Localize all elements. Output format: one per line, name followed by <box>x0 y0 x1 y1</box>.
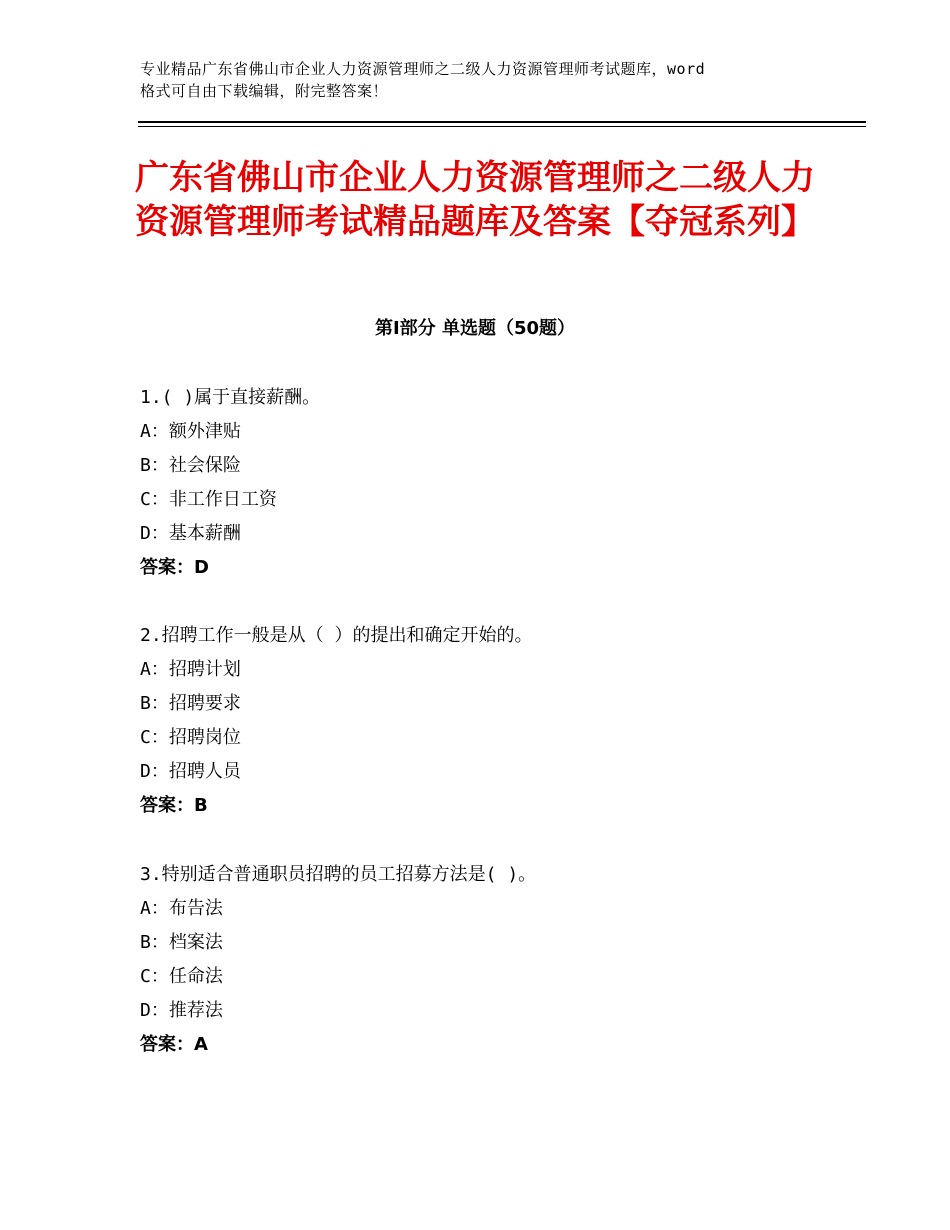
option-c: C：任命法 <box>140 966 223 987</box>
question-stem: 1.( )属于直接薪酬。 <box>140 387 321 408</box>
section-title: 第Ⅰ部分 单选题（50题） <box>374 318 575 339</box>
answer: 答案：D <box>140 557 209 578</box>
answer: 答案：B <box>140 795 208 816</box>
option-d: D：招聘人员 <box>140 761 241 782</box>
option-b: B：档案法 <box>140 932 223 953</box>
option-c: C：招聘岗位 <box>140 727 241 748</box>
option-d: D：基本薪酬 <box>140 523 241 544</box>
question-stem: 2.招聘工作一般是从（ ）的提出和确定开始的。 <box>140 625 533 646</box>
option-b: B：招聘要求 <box>140 693 241 714</box>
header-divider-thick <box>138 121 866 123</box>
option-a: A：招聘计划 <box>140 659 241 680</box>
question-stem: 3.特别适合普通职员招聘的员工招募方法是( )。 <box>140 864 537 885</box>
option-a: A：布告法 <box>140 898 223 919</box>
question-1 <box>140 385 860 589</box>
answer: 答案：A <box>140 1034 208 1055</box>
option-b: B：社会保险 <box>140 455 241 476</box>
question-3 <box>140 862 860 1066</box>
option-d: D：推荐法 <box>140 1000 223 1021</box>
header-note-line-2: 格式可自由下载编辑，附完整答案！ <box>140 82 389 100</box>
header-divider-thin <box>138 126 866 127</box>
header-note-line-1: 专业精品广东省佛山市企业人力资源管理师之二级人力资源管理师考试题库，word <box>140 60 706 78</box>
option-c: C：非工作日工资 <box>140 489 277 510</box>
document-title: 广东省佛山市企业人力资源管理师之二级人力资源管理师考试精品题库及答案【夺冠系列】 <box>135 158 815 242</box>
header-note <box>140 58 840 102</box>
option-a: A：额外津贴 <box>140 421 241 442</box>
question-2 <box>140 623 860 827</box>
